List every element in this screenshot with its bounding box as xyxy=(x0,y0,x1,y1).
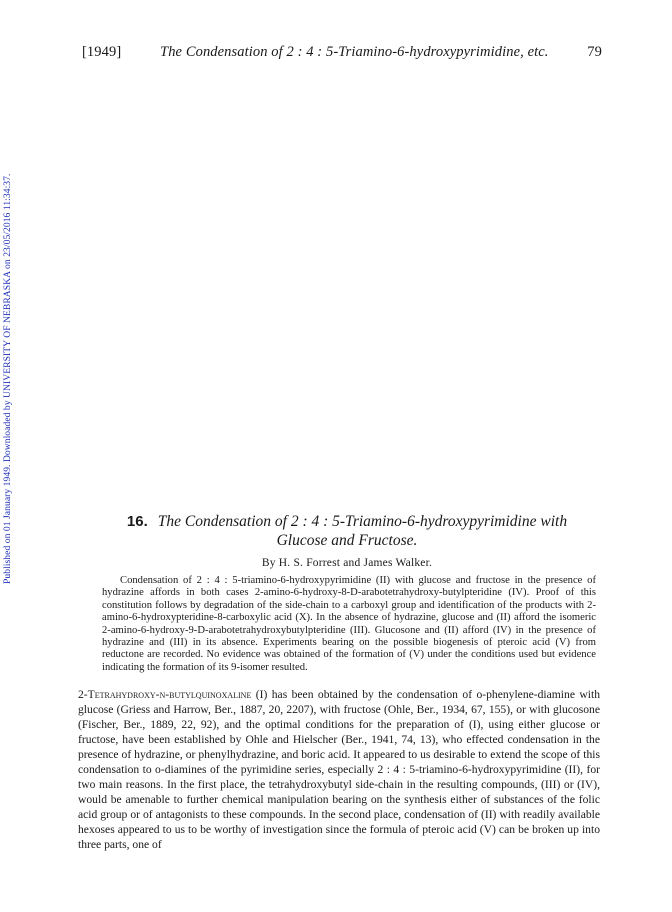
byline: By H. S. Forrest and James Walker. xyxy=(261,557,433,569)
body-text: (I) has been obtained by the condensation of o-phenylene-diamine with glucose (Griess and Harrow, Ber., 1887, 20, 2207), with fructose (Ohle, Ber., 1934, 67, 155), or with glucosone (Fischer, Ber., 1889, 22, 92), and the optimal conditions for the preparation of (I), using either glucose or fructose, have been established by Ohle and Hielscher (Ber., 1941, 74, 13), who effected condensation in the presence of hydrazine, or phenylhydrazine, and boric acid. It appeared to us desirable to extend the scope of this condensation to o-diamines of the pyrimidine series, especially 2 : 4 : 5-triamino-6-hydroxypyrimidine (II), for two main reasons. In the first place, the tetrahydroxybutyl side-chain in the resulting compounds, (III) or (IV), would be amenable to further chemical manipulation bearing on the synthesis either of substances of the folic acid group or of antagonists to these compounds. In the second place, condensation of (II) with readily available hexoses appeared to us to be worthy of investigation since the formula of pteroic acid (V) can be broken up into three parts, one of xyxy=(78,688,600,851)
running-head xyxy=(82,44,602,61)
article-title-text-1: The Condensation of 2 : 4 : 5-Triamino-6-hydroxypyrimidine with xyxy=(157,513,568,530)
abstract: Condensation of 2 : 4 : 5-triamino-6-hydroxypyrimidine (II) with glucose and fructose in the presence of hydrazine affords in both cases 2-amino-6-hydroxy-8-D-arabotetrahydroxy-butylpteridine (IV). Proof of this constitution follows by degradation of the side-chain to a carboxyl group and identification of the products with 2-amino-6-hydroxypteridine-8-carboxylic acid (X). In the absence of hydrazine, glucose and (II) afford the isomeric 2-amino-6-hydroxy-9-D-arabotetrahydroxybutylpteridine (III). Glucosone and (II) afford (IV) in the presence of hydrazine and (III) in its absence. Experiments bearing on the possible biogenesis of pteroic acid (V) from reductone are recorded. No evidence was obtained of the formation of (V) under the conditions used but evidence indicating the formation of its 9-isomer resulted. xyxy=(102,575,596,673)
body-paragraph xyxy=(78,687,600,852)
article-title-line2: Glucose and Fructose. xyxy=(276,532,418,549)
running-head-title: The Condensation of 2 : 4 : 5-Triamino-6-hydroxypyrimidine, etc. xyxy=(160,44,549,60)
body-lead-in: 2-Tetrahydroxy-n-butylquinoxaline xyxy=(78,688,252,701)
running-head-year: [1949] xyxy=(82,44,122,60)
article-number: 16. xyxy=(126,513,148,530)
page-number: 79 xyxy=(587,44,602,60)
article-title-line1 xyxy=(82,512,612,531)
download-stamp: Published on 01 January 1949. Downloaded by UNIVERSITY OF NEBRASKA on 23/05/2016 11:34:37. xyxy=(2,173,13,584)
article-title xyxy=(82,512,612,550)
